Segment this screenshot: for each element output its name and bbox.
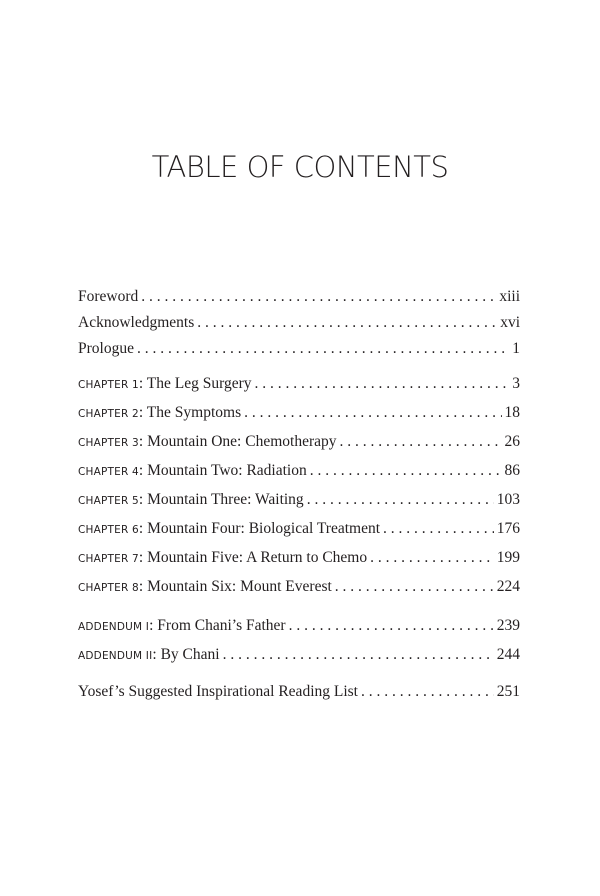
entry-prefix: CHAPTER 4	[78, 466, 139, 478]
entry-label: : The Leg Surgery	[138, 375, 252, 392]
page-number: 176	[496, 520, 520, 537]
entry-label: : Mountain One: Chemotherapy	[138, 433, 337, 450]
toc-entry-chapter-8	[78, 576, 520, 598]
toc-entry-chapter-7	[78, 547, 520, 569]
entry-prefix: CHAPTER 2	[78, 408, 139, 420]
toc-entry-addendum-1	[78, 615, 520, 637]
entry-prefix: CHAPTER 7	[78, 553, 139, 565]
entry-label: : Mountain Three: Waiting	[138, 491, 304, 508]
page-number: 3	[512, 375, 520, 392]
entry-prefix: ADDENDUM I	[78, 621, 150, 633]
dot-leader	[361, 681, 494, 703]
page-number: 26	[504, 433, 520, 450]
toc-entry-chapter-5	[78, 489, 520, 511]
dot-leader	[340, 431, 502, 453]
page-number: 86	[504, 462, 520, 479]
entry-label: : From Chani’s Father	[149, 617, 286, 634]
entry-label: : Mountain Four: Biological Treatment	[138, 520, 381, 537]
dot-leader	[289, 615, 494, 637]
entry-title	[78, 373, 252, 396]
dot-leader	[141, 286, 496, 308]
page-number: 244	[496, 646, 520, 663]
entry-title	[78, 615, 286, 638]
entry-title	[78, 576, 332, 599]
toc-entry-acknowledgments	[78, 312, 520, 334]
toc-entry-chapter-1	[78, 373, 520, 395]
dot-leader	[310, 460, 502, 482]
entry-prefix: CHAPTER 1	[78, 379, 139, 391]
page-number: 199	[496, 549, 520, 566]
entry-title	[78, 460, 307, 483]
toc-entry-prologue	[78, 338, 520, 360]
dot-leader	[223, 644, 494, 666]
page-number: 18	[504, 404, 520, 421]
entry-prefix: CHAPTER 3	[78, 437, 139, 449]
entry-label: : The Symptoms	[138, 404, 242, 421]
entry-label: Acknowledgments	[78, 314, 195, 331]
entry-label: : Mountain Five: A Return to Chemo	[138, 549, 368, 566]
page-number: 251	[496, 683, 520, 700]
entry-prefix: ADDENDUM II	[78, 650, 153, 662]
entry-title	[78, 286, 138, 309]
toc-entry-chapter-3	[78, 431, 520, 453]
entry-label: Foreword	[78, 288, 139, 305]
page-number: xiii	[499, 288, 520, 305]
dot-leader	[255, 373, 510, 395]
entry-prefix: CHAPTER 5	[78, 495, 139, 507]
entry-label: Yosef’s Suggested Inspirational Reading List	[78, 683, 358, 700]
page-number: xvi	[500, 314, 520, 331]
entry-title	[78, 338, 134, 361]
entry-title	[78, 402, 241, 425]
dot-leader	[370, 547, 494, 569]
entry-label: : By Chani	[152, 646, 220, 663]
page-number: 103	[496, 491, 520, 508]
dot-leader	[335, 576, 494, 598]
page-number: 1	[512, 340, 520, 357]
entry-label: Prologue	[78, 340, 134, 357]
dot-leader	[244, 402, 501, 424]
dot-leader	[307, 489, 494, 511]
toc-entry-chapter-4	[78, 460, 520, 482]
dot-leader	[383, 518, 494, 540]
entry-title	[78, 312, 194, 335]
toc-entry-addendum-2	[78, 644, 520, 666]
entry-title	[78, 518, 380, 541]
toc-entry-reading-list	[78, 681, 520, 703]
entry-prefix: CHAPTER 8	[78, 582, 139, 594]
page-number: 224	[496, 578, 520, 595]
entry-label: : Mountain Six: Mount Everest	[138, 578, 332, 595]
entry-prefix: CHAPTER 6	[78, 524, 139, 536]
entry-title	[78, 547, 367, 570]
toc-entry-chapter-2	[78, 402, 520, 424]
dot-leader	[197, 312, 497, 334]
page-number: 239	[496, 617, 520, 634]
entry-label: : Mountain Two: Radiation	[138, 462, 307, 479]
toc-entry-foreword	[78, 286, 520, 308]
page-title: TABLE OF CONTENTS	[151, 150, 449, 184]
entry-title	[78, 489, 304, 512]
toc-entry-chapter-6	[78, 518, 520, 540]
dot-leader	[137, 338, 509, 360]
entry-title	[78, 681, 358, 704]
entry-title	[78, 644, 220, 667]
entry-title	[78, 431, 337, 454]
